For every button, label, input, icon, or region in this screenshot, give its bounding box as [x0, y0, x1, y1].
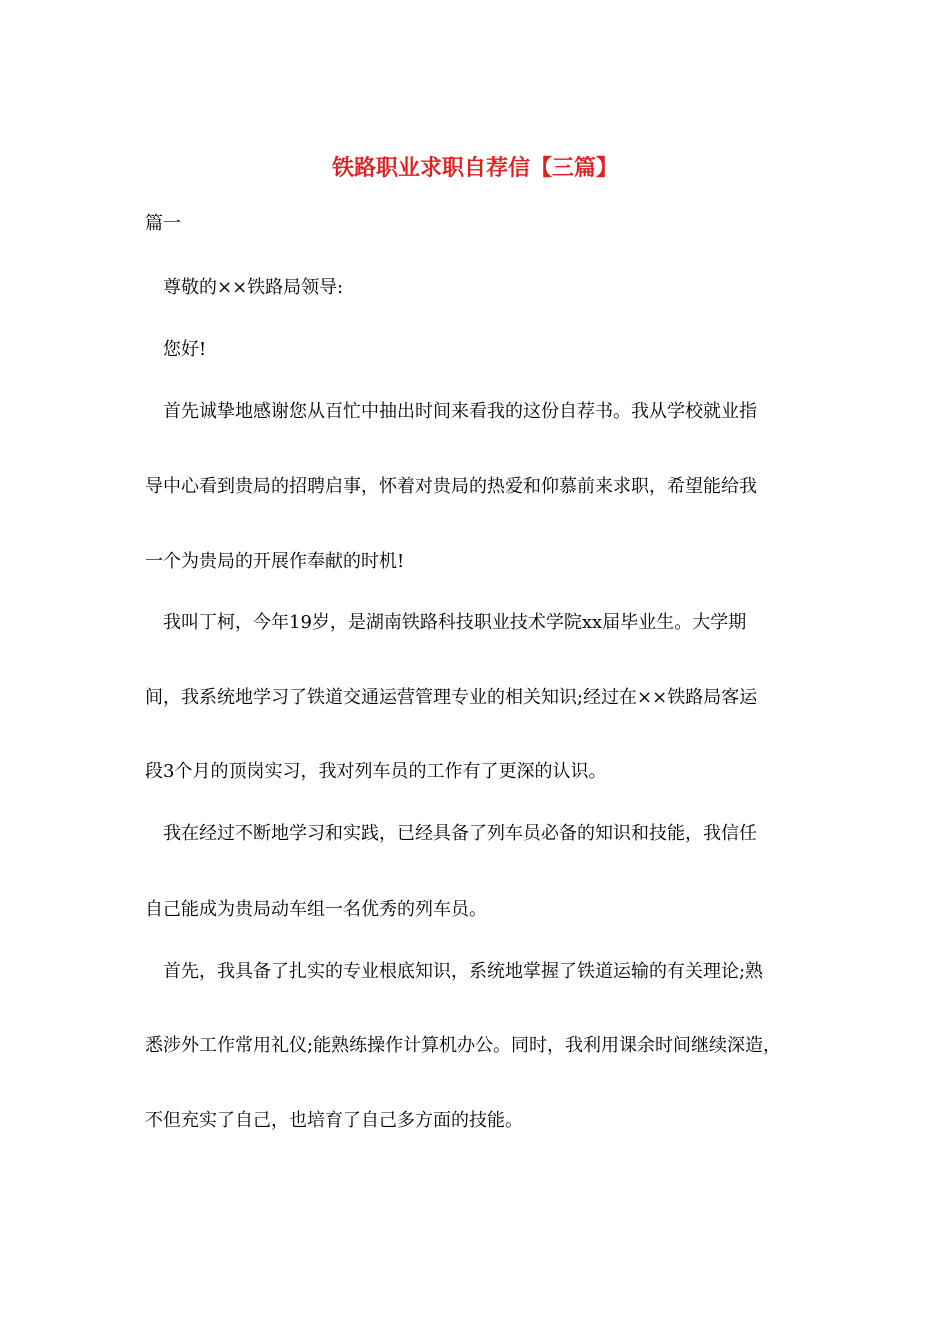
paragraph-line: 我叫丁柯，今年19岁，是湖南铁路科技职业技术学院xx届毕业生。大学期	[163, 612, 747, 633]
paragraph-line: 间，我系统地学习了铁道交通运营管理专业的相关知识;经过在××铁路局客运	[145, 687, 758, 708]
paragraph-line: 不但充实了自己，也培育了自己多方面的技能。	[145, 1110, 523, 1131]
paragraph-line: 我在经过不断地学习和实践，已经具备了列车员必备的知识和技能，我信任	[163, 823, 757, 844]
salutation: 尊敬的××铁路局领导:	[163, 277, 344, 298]
section-label: 篇一	[145, 213, 181, 234]
paragraph-line: 首先，我具备了扎实的专业根底知识，系统地掌握了铁道运输的有关理论;熟	[163, 961, 764, 982]
document-title: 铁路职业求职自荐信【三篇】	[331, 155, 618, 181]
greeting: 您好!	[163, 339, 207, 360]
paragraph-line: 自己能成为贵局动车组一名优秀的列车员。	[145, 899, 487, 920]
paragraph-line: 一个为贵局的开展作奉献的时机!	[145, 551, 405, 572]
paragraph-line: 首先诚挚地感谢您从百忙中抽出时间来看我的这份自荐书。我从学校就业指	[163, 401, 757, 422]
paragraph-line: 悉涉外工作常用礼仪;能熟练操作计算机办公。同时，我利用课余时间继续深造，	[145, 1035, 782, 1056]
paragraph-line: 导中心看到贵局的招聘启事，怀着对贵局的热爱和仰慕前来求职，希望能给我	[145, 476, 757, 497]
paragraph-line: 段3个月的顶岗实习，我对列车员的工作有了更深的认识。	[145, 761, 607, 782]
